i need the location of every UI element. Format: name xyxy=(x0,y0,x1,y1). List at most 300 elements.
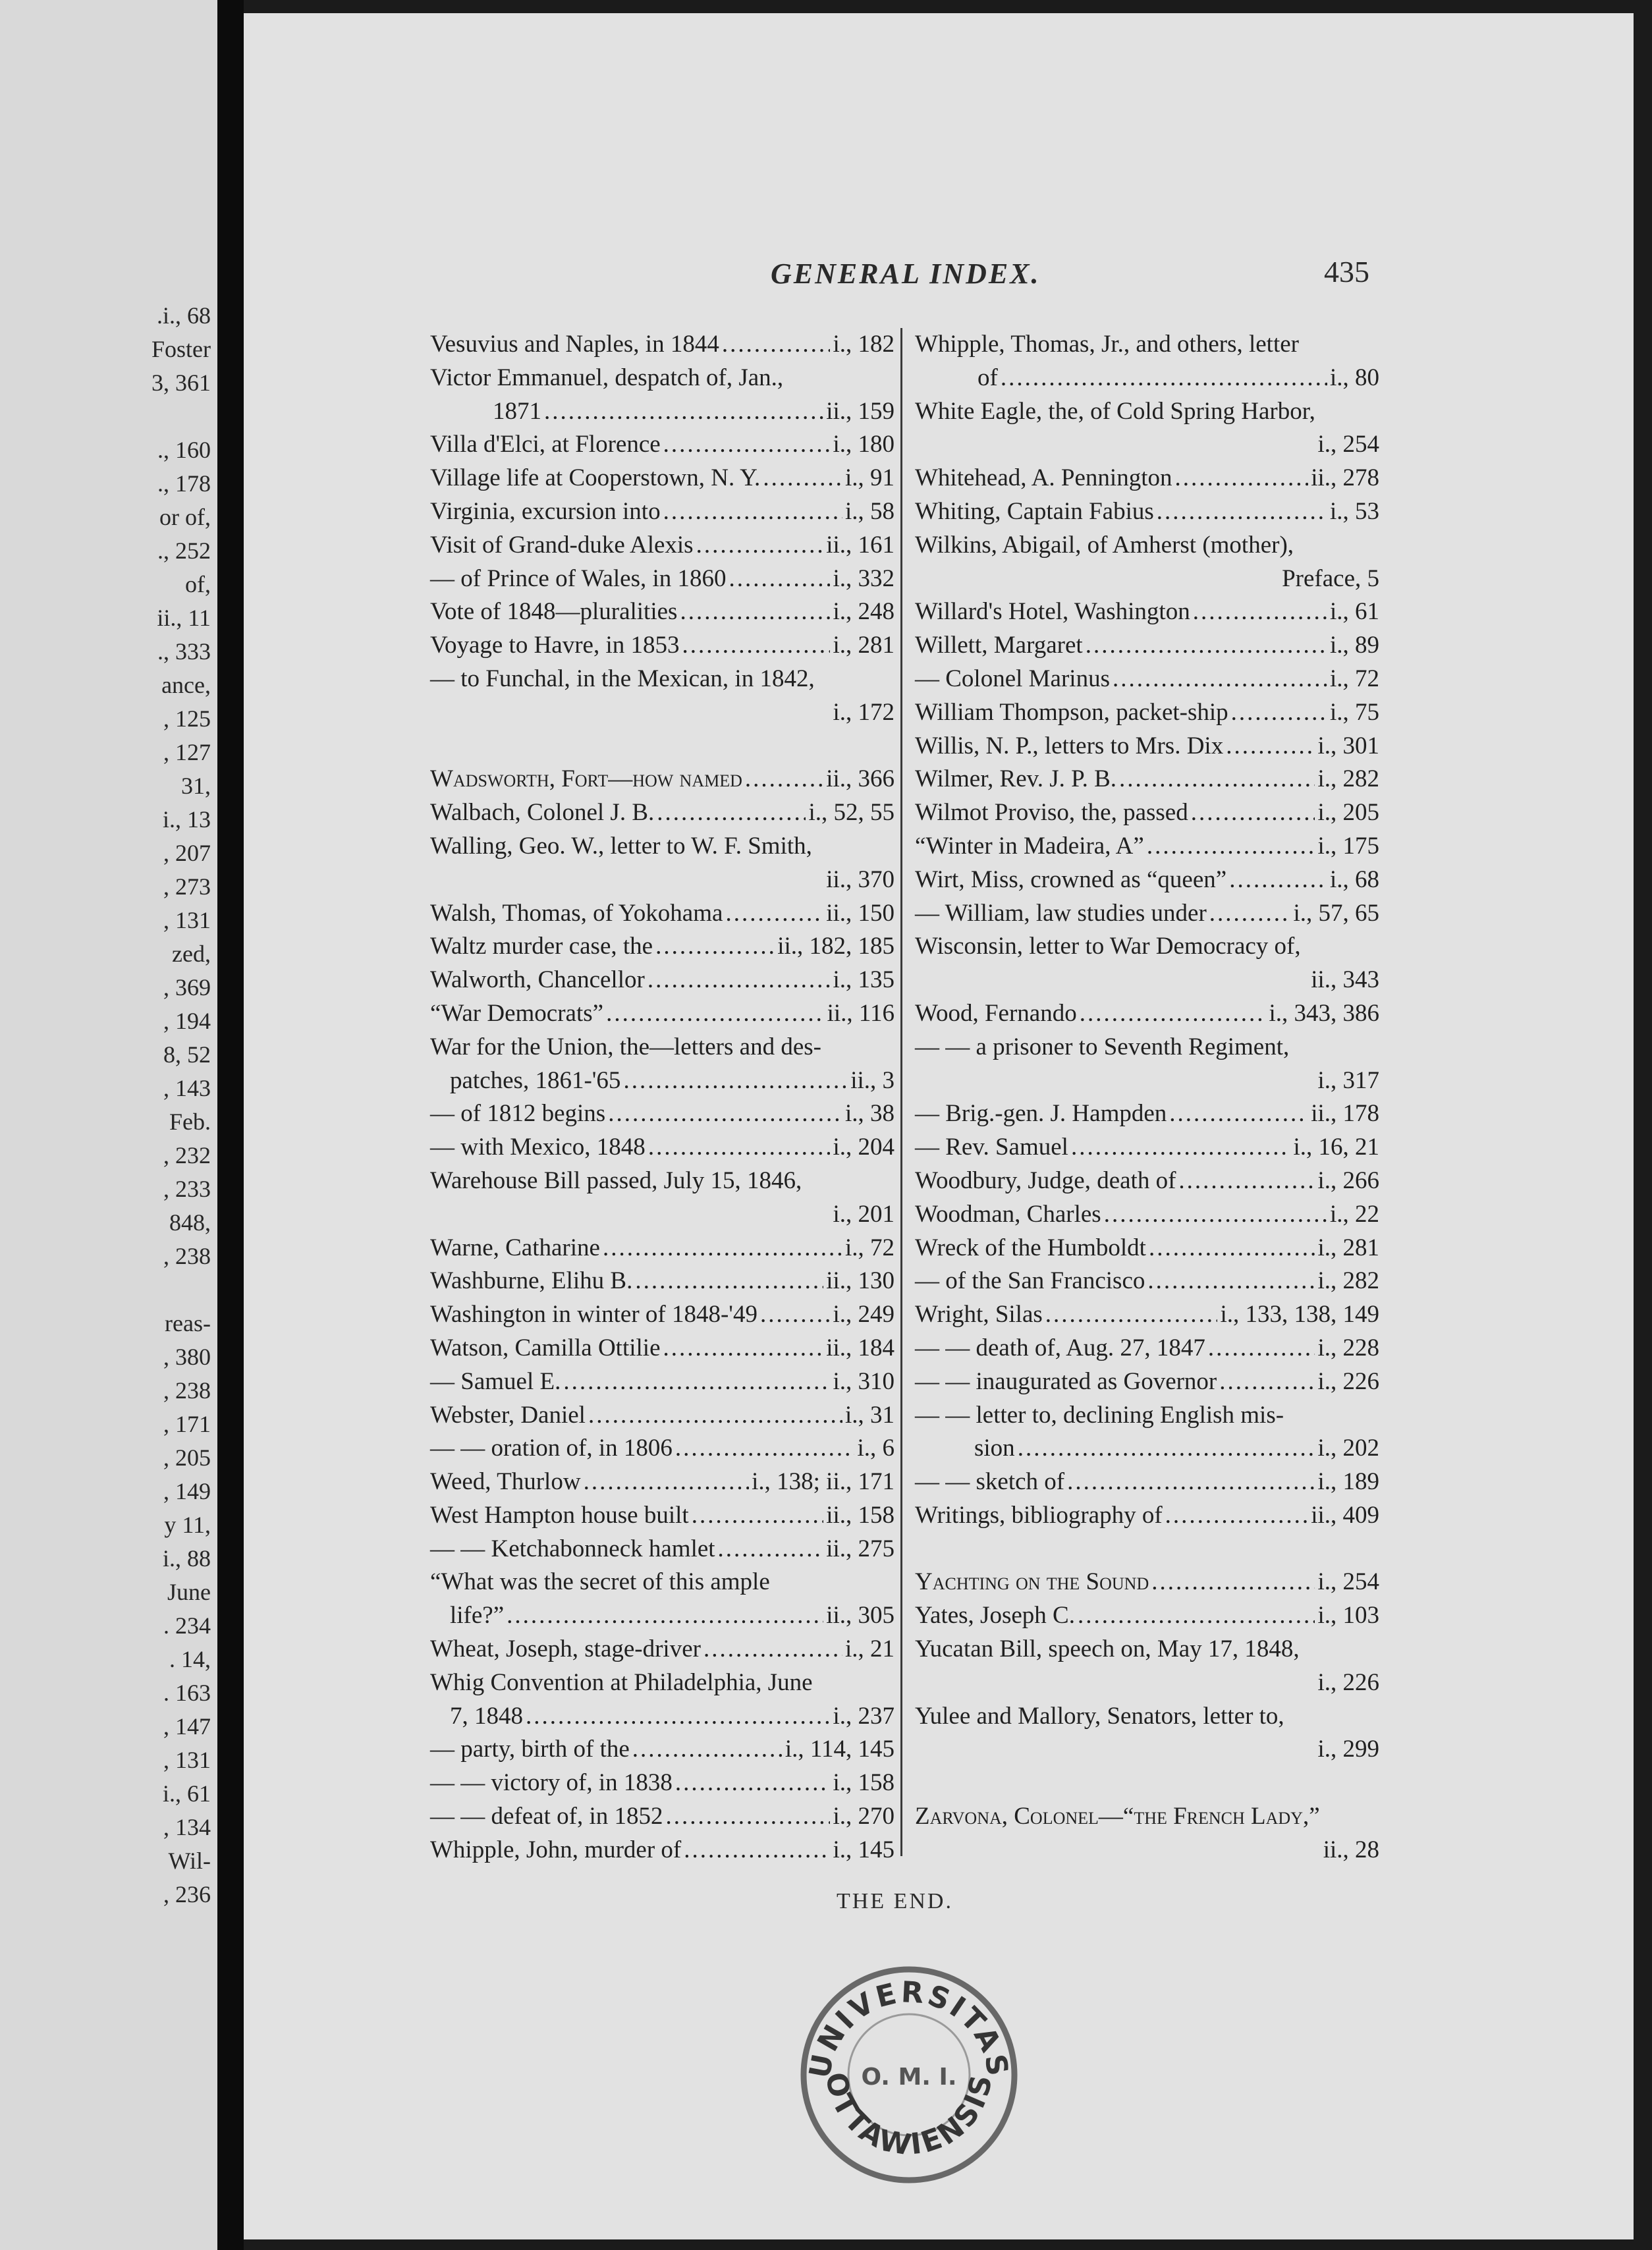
dot-leader xyxy=(1178,1165,1315,1198)
entry-term: Wood, Fernando xyxy=(915,999,1077,1027)
index-entry-text: “What was the secret of this ample xyxy=(430,1568,770,1596)
dot-leader xyxy=(680,595,830,629)
book-gutter xyxy=(217,0,244,2250)
index-entry xyxy=(430,1533,895,1566)
prev-page-fragment: ance, xyxy=(161,672,211,698)
prev-page-fragment: ., 178 xyxy=(157,470,211,497)
dot-leader xyxy=(1071,1131,1291,1165)
dot-leader xyxy=(1193,595,1327,629)
prev-page-fragment: ., 252 xyxy=(157,537,211,564)
index-entry xyxy=(915,595,1379,629)
dot-leader xyxy=(760,1298,831,1332)
entry-reference: i., 237 xyxy=(833,1702,895,1730)
entry-continuation: ii., 343 xyxy=(1311,966,1379,994)
entry-continuation: i., 226 xyxy=(1317,1668,1379,1696)
entry-reference: i., 254 xyxy=(1317,1568,1379,1596)
entry-reference: i., 16, 21 xyxy=(1293,1134,1379,1161)
entry-term: 1871 xyxy=(493,397,541,425)
index-entry xyxy=(915,1265,1379,1298)
entry-term: — — oration of, in 1806 xyxy=(430,1435,673,1462)
dot-leader xyxy=(1231,696,1327,730)
dot-leader xyxy=(1191,796,1315,830)
entry-term: Village life at Cooperstown, N. Y. xyxy=(430,464,761,492)
index-entry-text: — — letter to, declining English mis- xyxy=(915,1401,1284,1429)
entry-term: — of Prince of Wales, in 1860 xyxy=(430,564,727,592)
prev-page-fragment: , 273 xyxy=(163,873,211,900)
entry-term: of xyxy=(977,364,998,391)
prev-page-fragment: .i., 68 xyxy=(156,302,211,329)
index-entry-text: Warehouse Bill passed, July 15, 1846, xyxy=(430,1166,802,1194)
entry-reference: i., 189 xyxy=(1317,1468,1379,1496)
entry-term: — — death of, Aug. 27, 1847 xyxy=(915,1334,1205,1361)
entry-reference: ii., 159 xyxy=(826,397,895,425)
entry-continuation: Preface, 5 xyxy=(1282,564,1379,592)
index-entry-text: — — a prisoner to Seventh Regiment, xyxy=(915,1033,1290,1060)
index-entry xyxy=(915,1599,1379,1633)
entry-reference: ii., 158 xyxy=(826,1501,895,1529)
index-entry xyxy=(430,763,895,796)
index-entry xyxy=(430,495,895,529)
index-entry-text: Zarvona, Colonel—“the French Lady,” xyxy=(915,1803,1320,1830)
entry-term: — — victory of, in 1838 xyxy=(430,1769,673,1797)
index-entry xyxy=(915,663,1379,696)
entry-reference: ii., 278 xyxy=(1311,464,1379,492)
prev-page-fragment: June xyxy=(167,1579,211,1605)
entry-term: Willard's Hotel, Washington xyxy=(915,598,1190,626)
stamp-top-text: UNIVERSITAS xyxy=(803,1975,1015,2081)
entry-term: Warne, Catharine xyxy=(430,1234,600,1261)
index-entry xyxy=(915,1232,1379,1265)
entry-reference: i., 248 xyxy=(833,598,895,626)
index-entry xyxy=(915,1198,1379,1232)
prev-page-fragment: , 149 xyxy=(163,1478,211,1504)
entry-term: — Samuel E. xyxy=(430,1367,561,1395)
entry-reference: ii., 178 xyxy=(1311,1100,1379,1128)
dot-leader xyxy=(623,1064,848,1098)
entry-term: Woodman, Charles xyxy=(915,1200,1101,1228)
entry-reference: i., 205 xyxy=(1317,799,1379,827)
entry-reference: i., 281 xyxy=(833,632,895,659)
entry-term: Virginia, excursion into xyxy=(430,497,661,525)
entry-term: Vote of 1848—pluralities xyxy=(430,598,678,626)
entry-term: — of the San Francisco xyxy=(915,1267,1145,1295)
index-entry xyxy=(430,1232,895,1265)
index-entry xyxy=(915,362,1379,395)
entry-reference: i., 175 xyxy=(1317,832,1379,860)
index-entry xyxy=(430,897,895,931)
dot-leader xyxy=(703,1633,842,1666)
prev-page-fragment: , 127 xyxy=(163,739,211,765)
index-entry xyxy=(430,428,895,462)
dot-leader xyxy=(718,1533,824,1566)
entry-reference: ii., 3 xyxy=(850,1066,895,1094)
index-entry xyxy=(430,1599,895,1633)
index-entry xyxy=(430,1633,895,1666)
entry-reference: ii., 150 xyxy=(826,899,895,927)
entry-reference: i., 21 xyxy=(844,1635,895,1663)
prev-page-fragment: Foster xyxy=(151,336,211,362)
section-gap xyxy=(915,1767,1379,1800)
prev-page-fragment: Wil- xyxy=(168,1848,211,1874)
entry-continuation: ii., 370 xyxy=(826,865,895,893)
index-entry xyxy=(430,1767,895,1800)
section-gap xyxy=(915,1533,1379,1566)
entry-term: Visit of Grand-duke Alexis xyxy=(430,531,694,559)
prev-page-fragment: . 163 xyxy=(163,1680,211,1706)
dot-leader xyxy=(526,1700,830,1734)
entry-reference: i., 52, 55 xyxy=(808,799,895,827)
dot-leader xyxy=(1151,1566,1315,1599)
entry-term: Willis, N. P., letters to Mrs. Dix xyxy=(915,732,1224,759)
index-entry xyxy=(915,1432,1379,1466)
entry-reference: i., 249 xyxy=(833,1301,895,1329)
index-page xyxy=(244,13,1634,2239)
dot-leader xyxy=(745,763,823,796)
index-entry xyxy=(430,395,895,429)
prev-page-fragment: ., 160 xyxy=(157,437,211,463)
index-entry xyxy=(915,897,1379,931)
entry-term: Walworth, Chancellor xyxy=(430,966,645,994)
dot-leader xyxy=(632,1733,783,1767)
index-entry xyxy=(915,1097,1379,1131)
entry-reference: i., 226 xyxy=(1317,1367,1379,1395)
entry-term: — William, law studies under xyxy=(915,899,1207,927)
index-entry-text: Whig Convention at Philadelphia, June xyxy=(430,1668,813,1696)
prev-page-fragment: i., 13 xyxy=(162,806,211,833)
section-gap xyxy=(430,730,895,763)
running-title: GENERAL INDEX. xyxy=(771,258,1041,290)
index-entry-text: Wisconsin, letter to War Democracy of, xyxy=(915,933,1301,960)
entry-reference: i., 270 xyxy=(833,1803,895,1830)
dot-leader xyxy=(1067,1466,1315,1499)
prev-page-fragment: , 171 xyxy=(163,1411,211,1437)
entry-term: Wreck of the Humboldt xyxy=(915,1234,1146,1261)
index-entry-text: White Eagle, the, of Cold Spring Harbor, xyxy=(915,397,1315,425)
entry-reference: i., 80 xyxy=(1329,364,1379,391)
entry-term: Walsh, Thomas, of Yokohama xyxy=(430,899,723,927)
end-text: THE END. xyxy=(837,1889,953,1913)
dot-leader xyxy=(722,328,831,362)
index-entry xyxy=(430,595,895,629)
entry-reference: i., 135 xyxy=(833,966,895,994)
dot-leader xyxy=(1175,462,1309,495)
prev-page-fragment: Feb. xyxy=(169,1109,211,1135)
entry-term: Wheat, Joseph, stage-driver xyxy=(430,1635,701,1663)
prev-page-fragment: ., 333 xyxy=(157,638,211,665)
dot-leader xyxy=(1086,629,1327,663)
index-entry xyxy=(430,1332,895,1365)
prev-page-fragment: 3, 361 xyxy=(151,370,211,396)
index-entry xyxy=(915,763,1379,796)
prev-page-fragment: , 194 xyxy=(163,1008,211,1034)
prev-page-fragment: , 131 xyxy=(163,1747,211,1773)
dot-leader xyxy=(1226,730,1315,763)
index-entry xyxy=(430,1399,895,1433)
index-entry xyxy=(430,930,895,964)
dot-leader xyxy=(606,997,824,1031)
entry-reference: i., 133, 138, 149 xyxy=(1220,1301,1379,1329)
prev-page-fragment: , 232 xyxy=(163,1142,211,1168)
entry-term: life?” xyxy=(450,1602,505,1630)
entry-term: Villa d'Elci, at Florence xyxy=(430,431,661,458)
entry-reference: i., 57, 65 xyxy=(1293,899,1379,927)
entry-term: “War Democrats” xyxy=(430,999,604,1027)
entry-term: — of 1812 begins xyxy=(430,1100,606,1128)
prev-page-fragment: , 238 xyxy=(163,1377,211,1404)
index-column-left xyxy=(430,328,895,1867)
dot-leader xyxy=(544,395,823,429)
entry-term: — — defeat of, in 1852 xyxy=(430,1803,663,1830)
entry-term: Vesuvius and Naples, in 1844 xyxy=(430,331,719,358)
entry-term: — Brig.-gen. J. Hampden xyxy=(915,1100,1167,1128)
dot-leader xyxy=(657,796,806,830)
dot-leader xyxy=(648,1131,831,1165)
dot-leader xyxy=(665,1800,830,1834)
dot-leader xyxy=(684,1834,830,1867)
entry-term: 7, 1848 xyxy=(450,1702,523,1730)
entry-reference: ii., 130 xyxy=(826,1267,895,1295)
entry-term: Washington in winter of 1848-'49 xyxy=(430,1301,757,1329)
entry-reference: i., 182 xyxy=(833,331,895,358)
dot-leader xyxy=(1157,495,1327,529)
entry-reference: ii., 305 xyxy=(826,1602,895,1630)
dot-leader xyxy=(696,529,824,562)
entry-term: — Colonel Marinus xyxy=(915,665,1110,692)
entry-reference: i., 204 xyxy=(833,1134,895,1161)
dot-leader xyxy=(1229,864,1327,897)
entry-reference: ii., 182, 185 xyxy=(777,933,895,960)
entry-reference: i., 89 xyxy=(1329,632,1379,659)
dot-leader xyxy=(588,1399,842,1433)
entry-reference: ii., 184 xyxy=(826,1334,895,1361)
column-divider xyxy=(900,328,902,1856)
index-entry xyxy=(915,495,1379,529)
prev-page-fragment: , 205 xyxy=(163,1444,211,1471)
dot-leader xyxy=(663,428,831,462)
index-entry-text: — to Funchal, in the Mexican, in 1842, xyxy=(430,665,815,692)
dot-leader xyxy=(1104,1198,1327,1232)
prev-page-fragment: zed, xyxy=(172,941,211,967)
dot-leader xyxy=(603,1232,842,1265)
prev-page-fragment: i., 88 xyxy=(162,1545,211,1572)
dot-leader xyxy=(1078,1599,1315,1633)
prev-page-fragment: y 11, xyxy=(164,1512,211,1538)
prev-page-fragment: . 234 xyxy=(163,1612,211,1639)
entry-continuation: i., 201 xyxy=(833,1200,895,1228)
prev-page-fragment: . 14, xyxy=(169,1646,211,1672)
index-entry xyxy=(430,1365,895,1399)
entry-term: — Rev. Samuel xyxy=(915,1134,1068,1161)
index-entry xyxy=(430,1432,895,1466)
entry-reference: i., 202 xyxy=(1317,1435,1379,1462)
prev-page-fragment: , 134 xyxy=(163,1814,211,1840)
entry-reference: i., 91 xyxy=(844,464,895,492)
entry-reference: i., 58 xyxy=(844,497,895,525)
entry-term: Whiting, Captain Fabius xyxy=(915,497,1154,525)
index-entry xyxy=(430,1700,895,1734)
index-entry-text: Yulee and Mallory, Senators, letter to, xyxy=(915,1702,1284,1730)
entry-reference: i., 158 xyxy=(833,1769,895,1797)
entry-term: William Thompson, packet-ship xyxy=(915,698,1228,726)
index-column-right xyxy=(915,328,1379,1867)
entry-term: Writings, bibliography of xyxy=(915,1501,1163,1529)
index-entry xyxy=(915,1298,1379,1332)
entry-reference: ii., 161 xyxy=(826,531,895,559)
index-entry xyxy=(430,629,895,663)
stamp-center-text: O. M. I. xyxy=(861,2064,957,2091)
entry-reference: i., 103 xyxy=(1317,1602,1379,1630)
dot-leader xyxy=(1018,1432,1315,1466)
library-stamp xyxy=(790,1956,1028,2193)
entry-reference: i., 68 xyxy=(1329,865,1379,893)
dot-leader xyxy=(584,1466,750,1499)
entry-reference: i., 72 xyxy=(1329,665,1379,692)
dot-leader xyxy=(1209,897,1291,931)
index-entry xyxy=(430,1834,895,1867)
index-entry xyxy=(915,1332,1379,1365)
index-entry xyxy=(430,1131,895,1165)
entry-reference: i., 301 xyxy=(1317,732,1379,759)
dot-leader xyxy=(1147,830,1315,864)
dot-leader xyxy=(635,1265,823,1298)
entry-reference: i., 31 xyxy=(844,1401,895,1429)
index-entry xyxy=(915,1466,1379,1499)
dot-leader xyxy=(682,629,831,663)
index-entry xyxy=(430,529,895,562)
entry-reference: ii., 409 xyxy=(1311,1501,1379,1529)
index-entry xyxy=(430,1466,895,1499)
index-entry xyxy=(430,562,895,596)
entry-reference: i., 310 xyxy=(833,1367,895,1395)
dot-leader xyxy=(647,964,831,997)
entry-term: sion xyxy=(974,1435,1015,1462)
entry-reference: i., 75 xyxy=(1329,698,1379,726)
entry-term: Willett, Margaret xyxy=(915,632,1083,659)
entry-continuation: i., 299 xyxy=(1317,1736,1379,1763)
entry-term: Wright, Silas xyxy=(915,1301,1043,1329)
dot-leader xyxy=(675,1767,831,1800)
index-entry xyxy=(915,1499,1379,1533)
entry-term: Watson, Camilla Ottilie xyxy=(430,1334,661,1361)
index-entry xyxy=(430,796,895,830)
dot-leader xyxy=(663,1332,824,1365)
dot-leader xyxy=(1147,1265,1315,1298)
entry-term: Yachting on the Sound xyxy=(915,1568,1149,1596)
entry-reference: i., 332 xyxy=(833,564,895,592)
entry-reference: i., 282 xyxy=(1317,765,1379,793)
dot-leader xyxy=(675,1432,855,1466)
entry-term: Waltz murder case, the xyxy=(430,933,653,960)
entry-reference: ii., 116 xyxy=(827,999,895,1027)
index-entry xyxy=(915,1131,1379,1165)
dot-leader xyxy=(1169,1097,1308,1131)
index-entry xyxy=(430,1064,895,1098)
prev-page-fragment: , 238 xyxy=(163,1243,211,1269)
dot-leader xyxy=(1219,1365,1315,1399)
index-entry-text: Victor Emmanuel, despatch of, Jan., xyxy=(430,364,784,391)
index-entry xyxy=(915,462,1379,495)
entry-reference: ii., 275 xyxy=(826,1535,895,1562)
entry-continuation: i., 254 xyxy=(1317,431,1379,458)
dot-leader xyxy=(507,1599,823,1633)
entry-reference: i., 22 xyxy=(1329,1200,1379,1228)
entry-term: Webster, Daniel xyxy=(430,1401,586,1429)
dot-leader xyxy=(1113,663,1327,696)
prev-page-fragment: , 380 xyxy=(163,1344,211,1370)
prev-page-fragment: or of, xyxy=(159,504,211,530)
entry-term: — — inaugurated as Governor xyxy=(915,1367,1217,1395)
entry-reference: i., 6 xyxy=(857,1435,895,1462)
index-entry xyxy=(430,1097,895,1131)
index-entry-text: Whipple, Thomas, Jr., and others, letter xyxy=(915,331,1299,358)
index-entry xyxy=(915,1566,1379,1599)
entry-reference: i., 266 xyxy=(1317,1166,1379,1194)
index-entry-text: War for the Union, the—letters and des- xyxy=(430,1033,821,1060)
prev-page-fragment: ii., 11 xyxy=(157,605,211,631)
entry-continuation: i., 317 xyxy=(1317,1066,1379,1094)
index-entry-text: Walling, Geo. W., letter to W. F. Smith, xyxy=(430,832,812,860)
index-entry xyxy=(915,730,1379,763)
entry-term: Wirt, Miss, crowned as “queen” xyxy=(915,865,1227,893)
entry-reference: ii., 366 xyxy=(826,765,895,793)
dot-leader xyxy=(729,562,831,596)
entry-reference: i., 114, 145 xyxy=(785,1736,895,1763)
entry-term: Wadsworth, Fort—how named xyxy=(430,765,742,793)
dot-leader xyxy=(663,495,842,529)
dot-leader xyxy=(1001,362,1327,395)
entry-term: Voyage to Havre, in 1853 xyxy=(430,632,680,659)
entry-term: “Winter in Madeira, A” xyxy=(915,832,1144,860)
dot-leader xyxy=(725,897,823,931)
entry-reference: i., 61 xyxy=(1329,598,1379,626)
dot-leader xyxy=(1045,1298,1218,1332)
dot-leader xyxy=(563,1365,830,1399)
entry-term: Walbach, Colonel J. B. xyxy=(430,799,655,827)
dot-leader xyxy=(1165,1499,1309,1533)
entry-term: Wilmot Proviso, the, passed xyxy=(915,799,1188,827)
entry-term: patches, 1861-'65 xyxy=(450,1066,621,1094)
entry-reference: i., 72 xyxy=(844,1234,895,1261)
index-entry xyxy=(430,462,895,495)
entry-reference: i., 282 xyxy=(1317,1267,1379,1295)
prev-page-fragment: , 131 xyxy=(163,907,211,933)
entry-term: — — Ketchabonneck hamlet xyxy=(430,1535,715,1562)
entry-term: Weed, Thurlow xyxy=(430,1468,581,1496)
index-entry xyxy=(430,1298,895,1332)
dot-leader xyxy=(1149,1232,1315,1265)
index-entry xyxy=(915,1165,1379,1198)
prev-page-fragment: , 125 xyxy=(163,705,211,732)
entry-reference: i., 180 xyxy=(833,431,895,458)
entry-term: Woodbury, Judge, death of xyxy=(915,1166,1176,1194)
dot-leader xyxy=(655,930,775,964)
index-entry xyxy=(915,696,1379,730)
index-entry-text: Wilkins, Abigail, of Amherst (mother), xyxy=(915,531,1294,559)
entry-reference: i., 343, 386 xyxy=(1269,999,1379,1027)
prev-page-fragment: reas- xyxy=(165,1310,211,1336)
index-entry xyxy=(915,864,1379,897)
index-entry xyxy=(430,1800,895,1834)
entry-continuation: i., 172 xyxy=(833,698,895,726)
prev-page-fragment: , 369 xyxy=(163,974,211,1001)
entry-term: — — sketch of xyxy=(915,1468,1065,1496)
index-entry xyxy=(430,1499,895,1533)
entry-continuation: ii., 28 xyxy=(1323,1836,1379,1863)
entry-term: Whipple, John, murder of xyxy=(430,1836,682,1863)
dot-leader xyxy=(1208,1332,1315,1365)
prev-page-fragment: , 233 xyxy=(163,1176,211,1202)
entry-term: West Hampton house built xyxy=(430,1501,689,1529)
